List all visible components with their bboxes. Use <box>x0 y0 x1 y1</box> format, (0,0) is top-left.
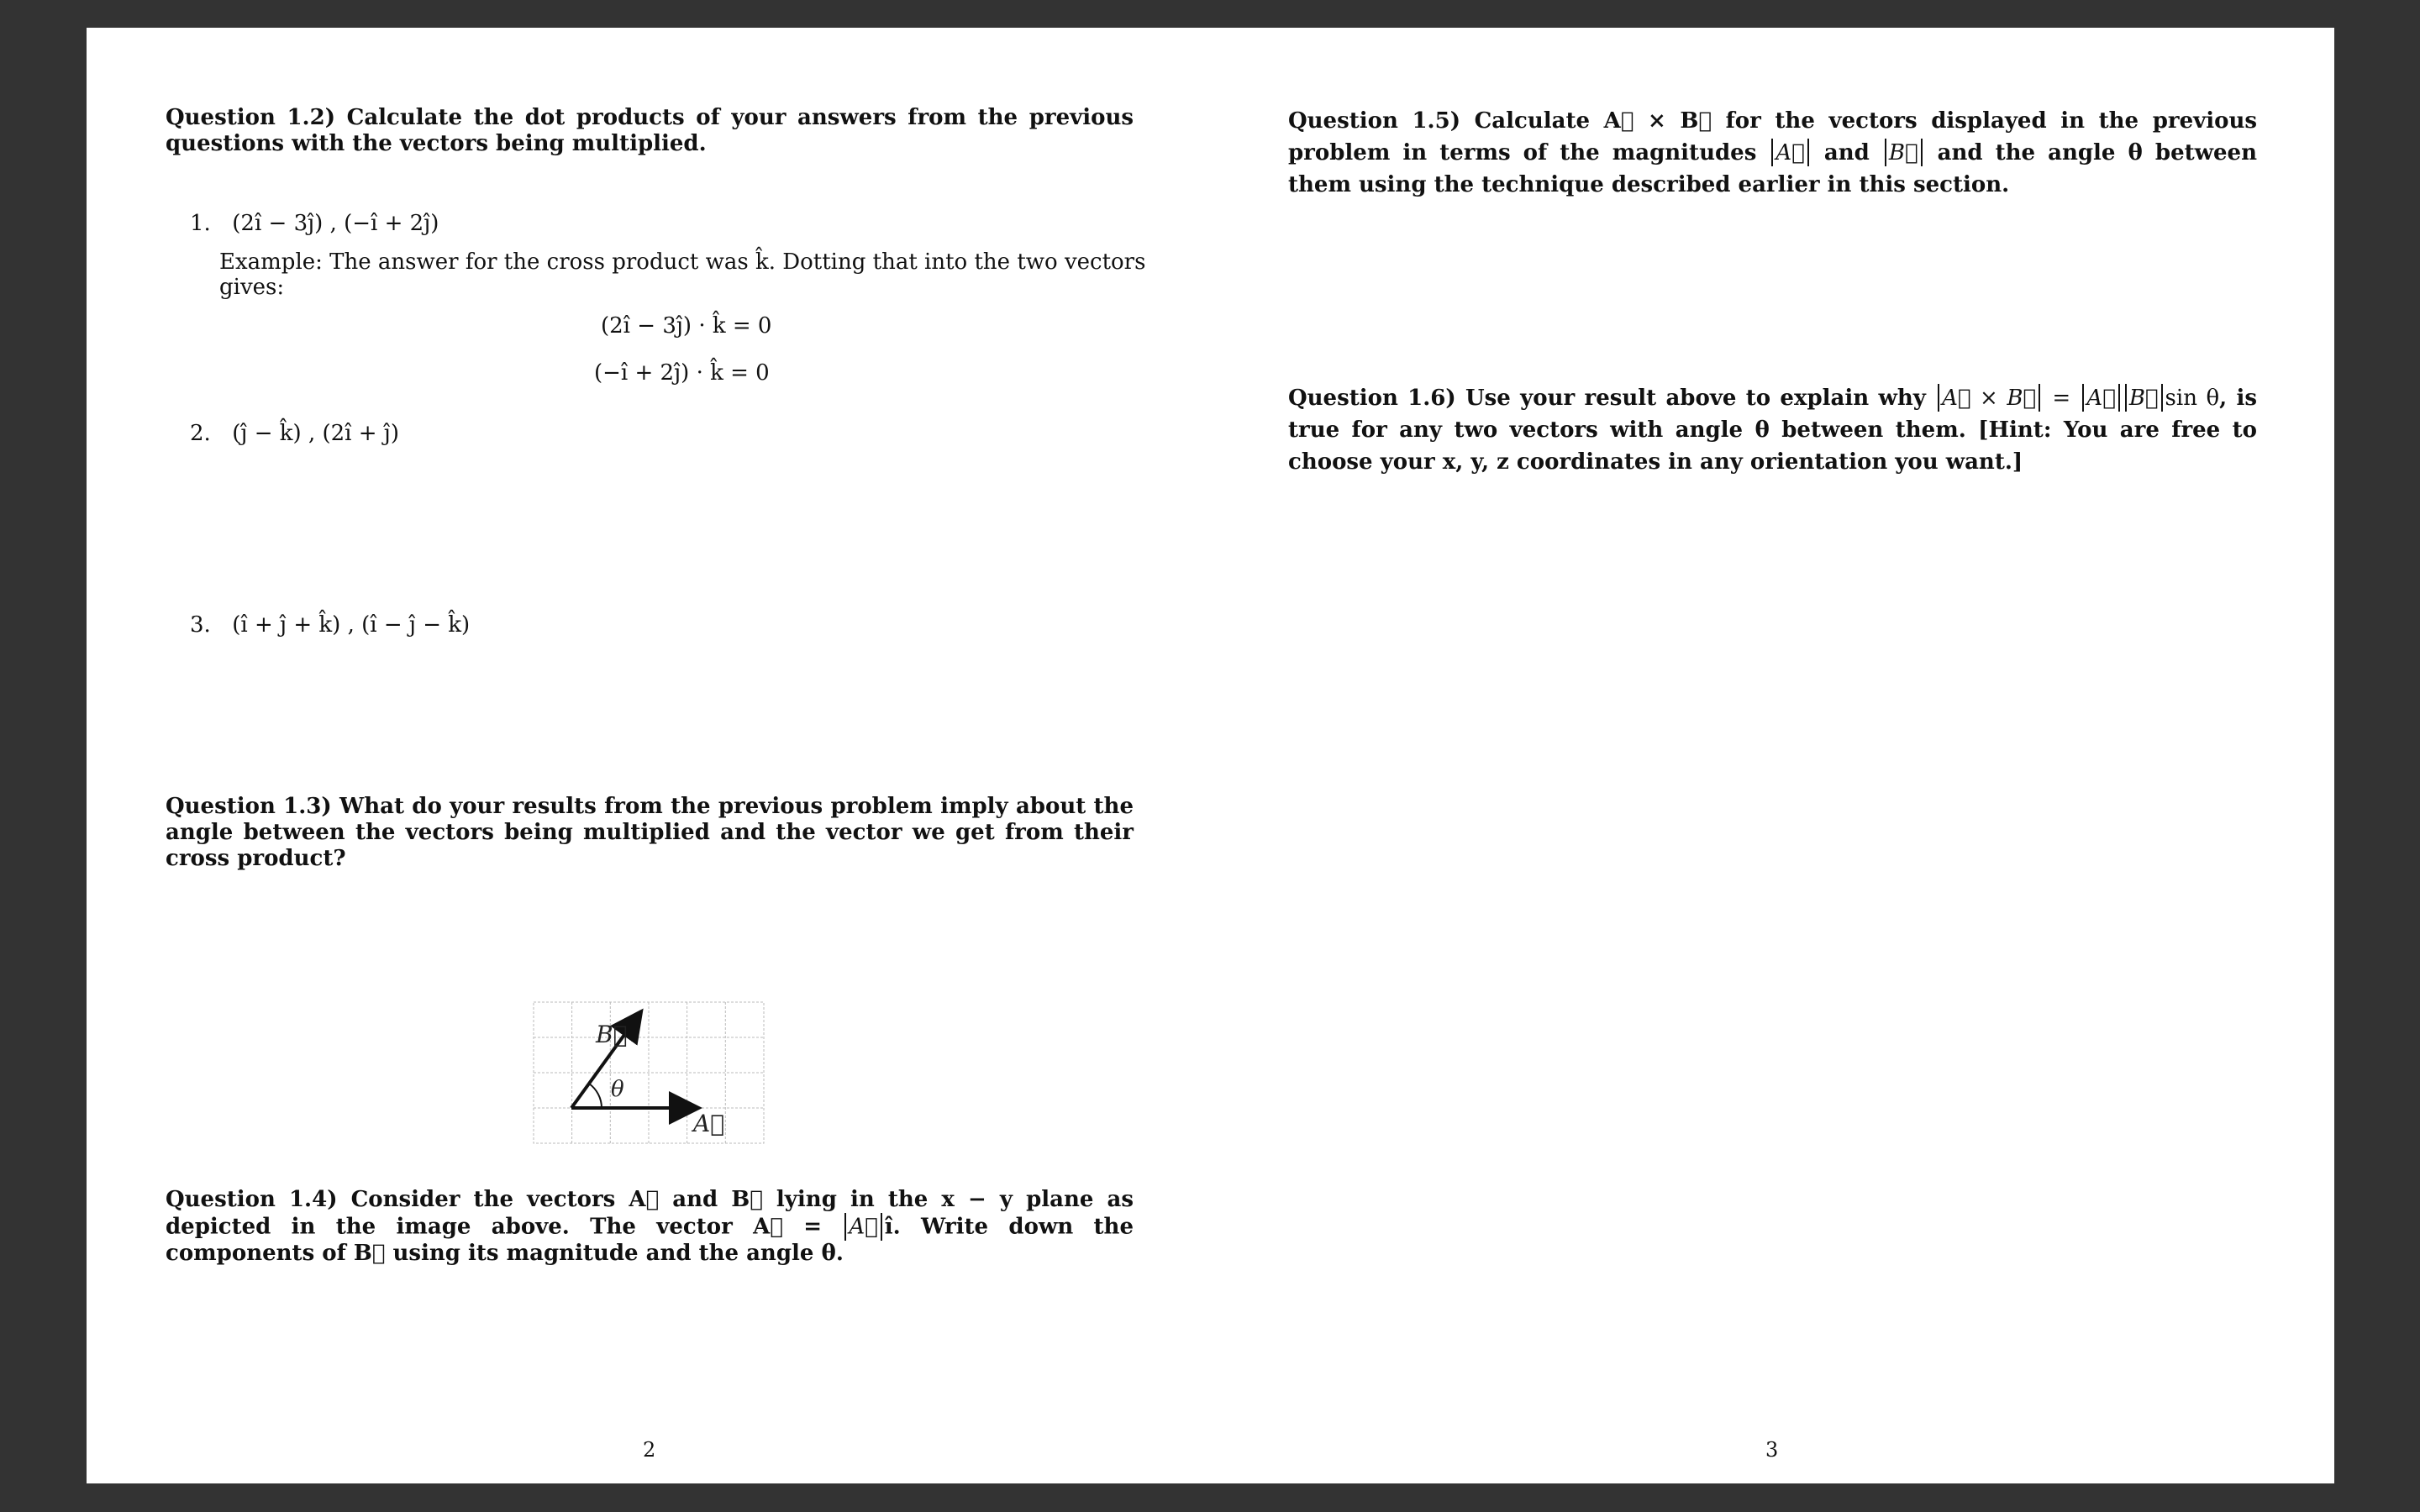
example-equation-1: (2î − 3ĵ) · k̂ = 0 <box>601 313 772 339</box>
page-3 <box>1210 28 2334 1483</box>
vector-a-label: A⃗ <box>693 1110 725 1137</box>
example-text: Example: The answer for the cross product was k̂. Dotting that into the two vectors gives: <box>219 249 1146 300</box>
list-item-number: 2. <box>190 421 211 446</box>
list-item-expression: (2î − 3ĵ) , (−î + 2ĵ) <box>232 211 439 236</box>
abs-b: B⃗ <box>1888 140 1918 165</box>
question-1-6-text-2: , is true for any two vectors with angle θ between them. [Hint: You are free to choose your x, y, z coordinates in any orientation you want.] <box>1288 386 2257 475</box>
vector-b-label: B⃗ <box>596 1021 628 1048</box>
list-item-number: 1. <box>190 211 211 236</box>
question-1-2-text: Calculate the dot products of your answers from the previous questions with the vectors being multiplied. <box>166 105 1134 156</box>
equals-sign: = <box>2052 386 2071 411</box>
question-1-4-text-2: î. Write down the components of B⃗ using its magnitude and the angle θ. <box>166 1214 1134 1266</box>
question-1-4-text-1: Consider the vectors A⃗ and B⃗ lying in the x − y plane as depicted in the image above. The vector A⃗ = <box>166 1187 1134 1240</box>
abs-a: A⃗ <box>2086 386 2116 411</box>
question-1-4 <box>166 1187 1134 1267</box>
page-number: 2 <box>643 1438 656 1462</box>
question-1-5 <box>1288 105 2257 201</box>
vector-diagram <box>532 1000 776 1168</box>
list-item <box>190 211 439 236</box>
cross-product: A⃗ × B⃗ <box>1942 386 2037 411</box>
list-item-number: 3. <box>190 612 211 638</box>
abs-b: B⃗ <box>2128 386 2159 411</box>
list-item <box>190 612 470 638</box>
question-1-3-label: Question 1.3) <box>166 794 332 819</box>
list-item <box>190 421 399 446</box>
question-1-5-text-1: Calculate A⃗ × B⃗ for the vectors displayed in the previous problem in terms of the magnitudes <box>1288 108 2257 165</box>
list-item-expression: (ĵ − k̂) , (2î + ĵ) <box>232 421 399 446</box>
abs-a: A⃗ <box>1776 140 1805 165</box>
question-1-3-text: What do your results from the previous problem imply about the angle between the vectors being multiplied and the vector we get from their cross product? <box>166 794 1134 871</box>
sin-theta: sin θ <box>2165 386 2220 411</box>
example-equation-2: (−î + 2ĵ) · k̂ = 0 <box>594 360 770 386</box>
theta-label: θ <box>611 1077 624 1102</box>
question-1-5-label: Question 1.5) <box>1288 108 1460 134</box>
question-1-4-label: Question 1.4) <box>166 1187 338 1212</box>
page-2 <box>87 28 1210 1483</box>
list-item-expression: (î + ĵ + k̂) , (î − ĵ − k̂) <box>232 612 471 638</box>
diagram-grid <box>534 1002 764 1143</box>
question-1-3 <box>166 794 1134 872</box>
angle-arc <box>589 1084 602 1108</box>
question-1-2-label: Question 1.2) <box>166 105 336 130</box>
question-1-6-text-1: Use your result above to explain why <box>1465 386 1926 411</box>
page-number: 3 <box>1765 1438 1779 1462</box>
question-1-6-label: Question 1.6) <box>1288 386 1456 411</box>
question-1-6 <box>1288 382 2257 478</box>
question-1-5-and: and <box>1823 140 1870 165</box>
question-1-5-text-2: and the angle θ between them using the technique described earlier in this section. <box>1288 140 2257 197</box>
abs-a: A⃗ <box>849 1214 878 1240</box>
question-1-2 <box>166 105 1134 157</box>
